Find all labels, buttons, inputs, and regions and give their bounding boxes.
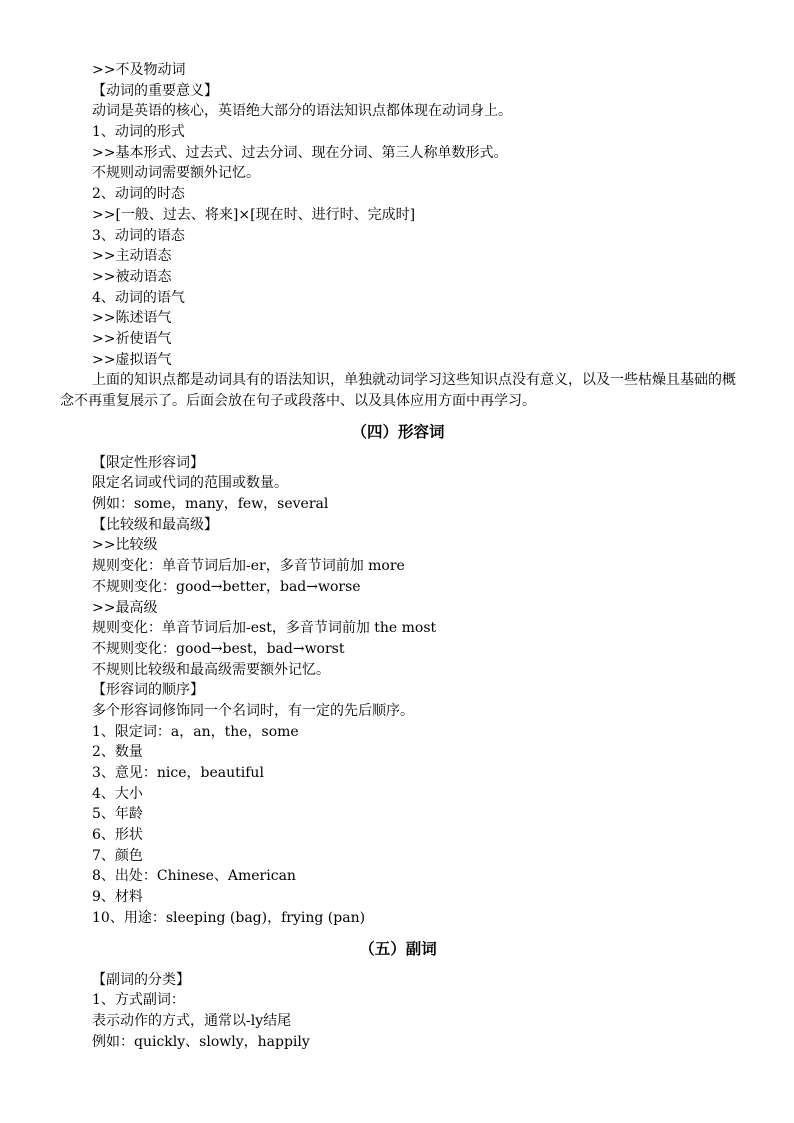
list-item: 4、动词的语气 [92,289,185,306]
text-line: 不规则变化：good→better，bad→worse [92,578,361,595]
text-line: >>祈使语气 [92,330,172,347]
list-item: 1、动词的形式 [92,124,185,141]
text-line: 不规则比较级和最高级需要额外记忆。 [92,661,330,678]
list-item: 5、年龄 [92,806,143,823]
text-line: 表示动作的方式，通常以-ly结尾 [92,1012,292,1029]
section-label: 【形容词的顺序】 [92,682,204,699]
text-line: 不规则动词需要额外记忆。 [92,165,260,182]
text-line: >>[一般、过去、将来]×[现在时、进行时、完成时] [92,206,416,223]
text-line: 例如：quickly、slowly，happily [92,1033,310,1050]
section-label: 【动词的重要意义】 [92,82,218,99]
text-line: >>不及物动词 [92,62,186,78]
adverb-section [60,929,736,1053]
text-line: >>虚拟语气 [92,351,172,368]
text-line: 规则变化：单音节词后加-er，多音节词前加 more [92,558,405,575]
list-item: 1、限定词：a，an，the，some [92,723,299,740]
text-line: >>被动语态 [92,268,172,285]
text-line: >>最高级 [92,599,158,616]
list-item: 2、动词的时态 [92,186,185,203]
section-heading: （四）形容词 [351,422,445,441]
text-line: 动词是英语的核心，英语绝大部分的语法知识点都体现在动词身上。 [92,103,512,120]
text-line: 不规则变化：good→best，bad→worst [92,640,345,657]
list-item: 4、大小 [92,785,143,802]
text-line: 例如：some，many，few，several [92,496,329,513]
list-item: 3、意见：nice，beautiful [92,765,264,782]
text-line: >>主动语态 [92,248,172,265]
list-item: 10、用途：sleeping (bag)，frying (pan) [92,909,366,926]
list-item: 7、颜色 [92,847,143,864]
list-item: 2、数量 [92,744,143,761]
verb-section [60,60,736,412]
text-line: >>比较级 [92,537,158,554]
list-item: 9、材料 [92,889,143,906]
summary-paragraph: 上面的知识点都是动词具有的语法知识，单独就动词学习这些知识点没有意义，以及一些枯燥且基础的概念不再重复展示了。后面会放在句子或段落中、以及具体应用方面中再学习。 [60,372,736,410]
list-item: 3、动词的语态 [92,227,185,244]
text-line: 限定名词或代词的范围或数量。 [92,475,288,492]
section-heading: （五）副词 [359,939,437,958]
list-item: 1、方式副词： [92,992,185,1009]
section-label: 【限定性形容词】 [92,454,204,471]
section-label: 【比较级和最高级】 [92,516,218,533]
list-item: 6、形状 [92,827,143,844]
document-content [60,60,736,1052]
text-line: >>陈述语气 [92,310,172,327]
section-label: 【副词的分类】 [92,971,190,988]
text-line: 多个形容词修饰同一个名词时，有一定的先后顺序。 [92,702,414,719]
list-item: 8、出处：Chinese、American [92,868,296,885]
text-line: 规则变化：单音节词后加-est，多音节词前加 the most [92,620,437,637]
text-line: >>基本形式、过去式、过去分词、现在分词、第三人称单数形式。 [92,144,508,161]
adjective-section [60,412,736,929]
